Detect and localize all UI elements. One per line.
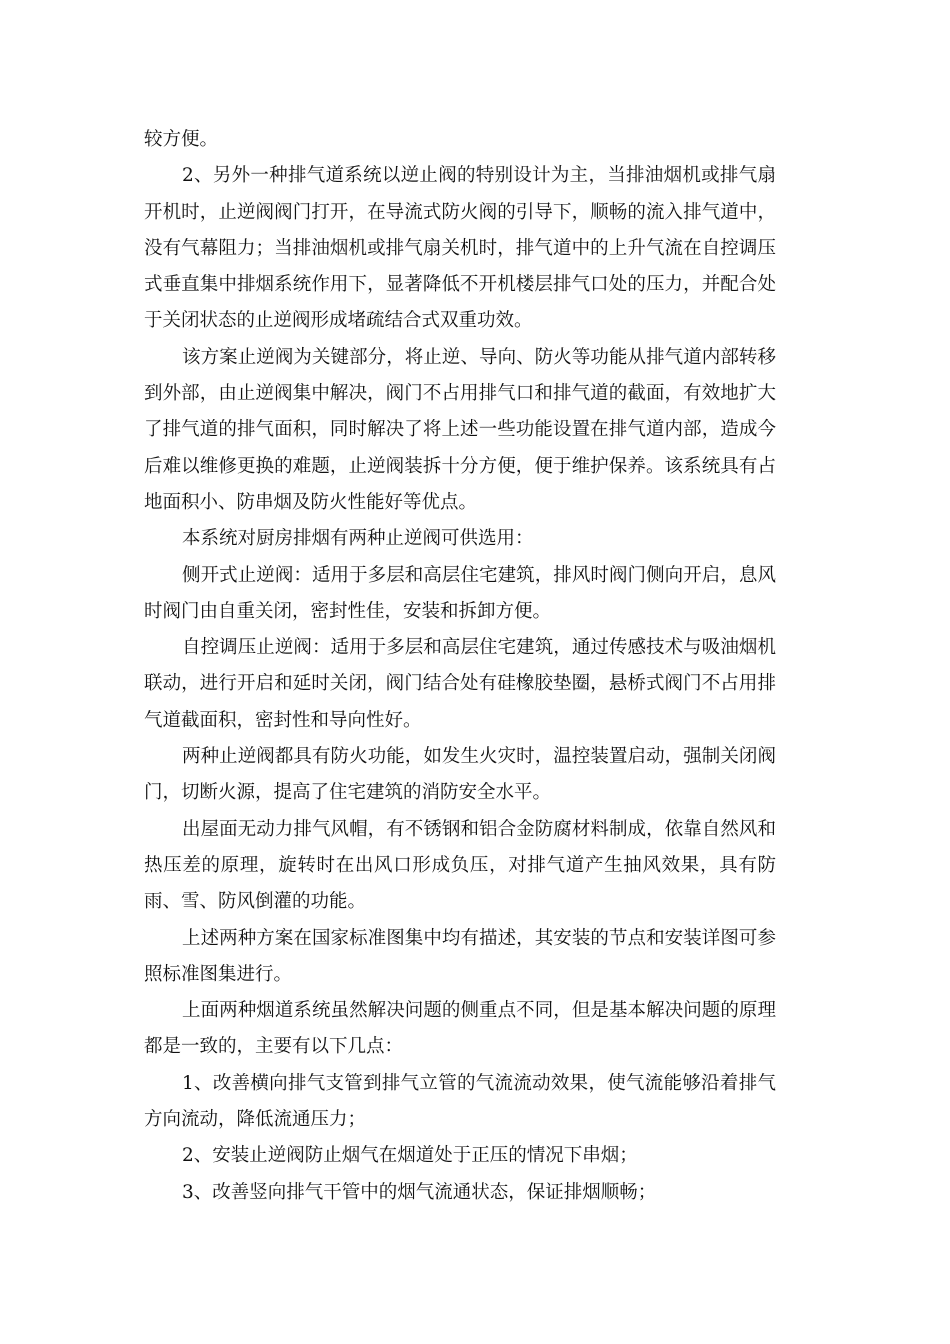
paragraph-fire-protection: 两种止逆阀都具有防火功能，如发生火灾时，温控装置启动，强制关闭阀门，切断火源，提高了住宅建筑的消防安全水平。: [144, 746, 776, 804]
paragraph-auto-pressure-valve: 自控调压止逆阀：适用于多层和高层住宅建筑，通过传感技术与吸油烟机联动，进行开启和延时关闭，阀门结合处有硅橡胶垫圈，悬桥式阀门不占用排气道截面积，密封性和导向性好。: [144, 637, 776, 731]
paragraph-principle-1: 1、改善横向排气支管到排气立管的气流流动效果，使气流能够沿着排气方向流动，降低流通压力；: [144, 1072, 776, 1131]
paragraph-principle-2: 2、安装止逆阀防止烟气在烟道处于正压的情况下串烟；: [182, 1145, 638, 1167]
paragraph-system-two: 2、另外一种排气道系统以逆止阀的特别设计为主，当排油烟机或排气扇开机时，止逆阀阀门打开，在导流式防火阀的引导下，顺畅的流入排气道中，没有气幕阻力；当排油烟机或排气扇关机时，排气道中的上升气流在自控调压式垂直集中排烟系统作用下，显著降低不开机楼层排气口处的压力，并配合处于关闭状态的止逆阀形成堵疏结合式双重功效。: [144, 165, 776, 332]
paragraph-continuation: 较方便。: [144, 129, 219, 150]
body-text: [144, 122, 776, 1211]
paragraph-roof-cap: 出屋面无动力排气风帽，有不锈钢和铝合金防腐材料制成，依靠自然风和热压差的原理，旋转时在出风口形成负压，对排气道产生抽风效果，具有防雨、雪、防风倒灌的功能。: [144, 818, 776, 913]
paragraph-valve-scheme: 该方案止逆阀为关键部分，将止逆、导向、防火等功能从排气道内部转移到外部，由止逆阀集中解决，阀门不占用排气口和排气道的截面，有效地扩大了排气道的排气面积，同时解决了将上述一些功能设置在排气道内部，造成今后难以维修更换的难题，止逆阀装拆十分方便，便于维护保养。该系统具有占地面积小、防串烟及防火性能好等优点。: [144, 346, 776, 513]
paragraph-valve-options: 本系统对厨房排烟有两种止逆阀可供选用：: [182, 528, 534, 550]
paragraph-side-open-valve: 侧开式止逆阀：适用于多层和高层住宅建筑，排风时阀门侧向开启，息风时阀门由自重关闭，密封性佳，安装和拆卸方便。: [144, 564, 776, 622]
paragraph-principle-3: 3、改善竖向排气干管中的烟气流通状态，保证排烟顺畅；: [182, 1181, 657, 1203]
paragraph-standard-atlas: 上述两种方案在国家标准图集中均有描述，其安装的节点和安装详图可参照标准图集进行。: [144, 927, 776, 985]
paragraph-principles-intro: 上面两种烟道系统虽然解决问题的侧重点不同，但是基本解决问题的原理都是一致的，主要有以下几点：: [144, 1000, 776, 1058]
